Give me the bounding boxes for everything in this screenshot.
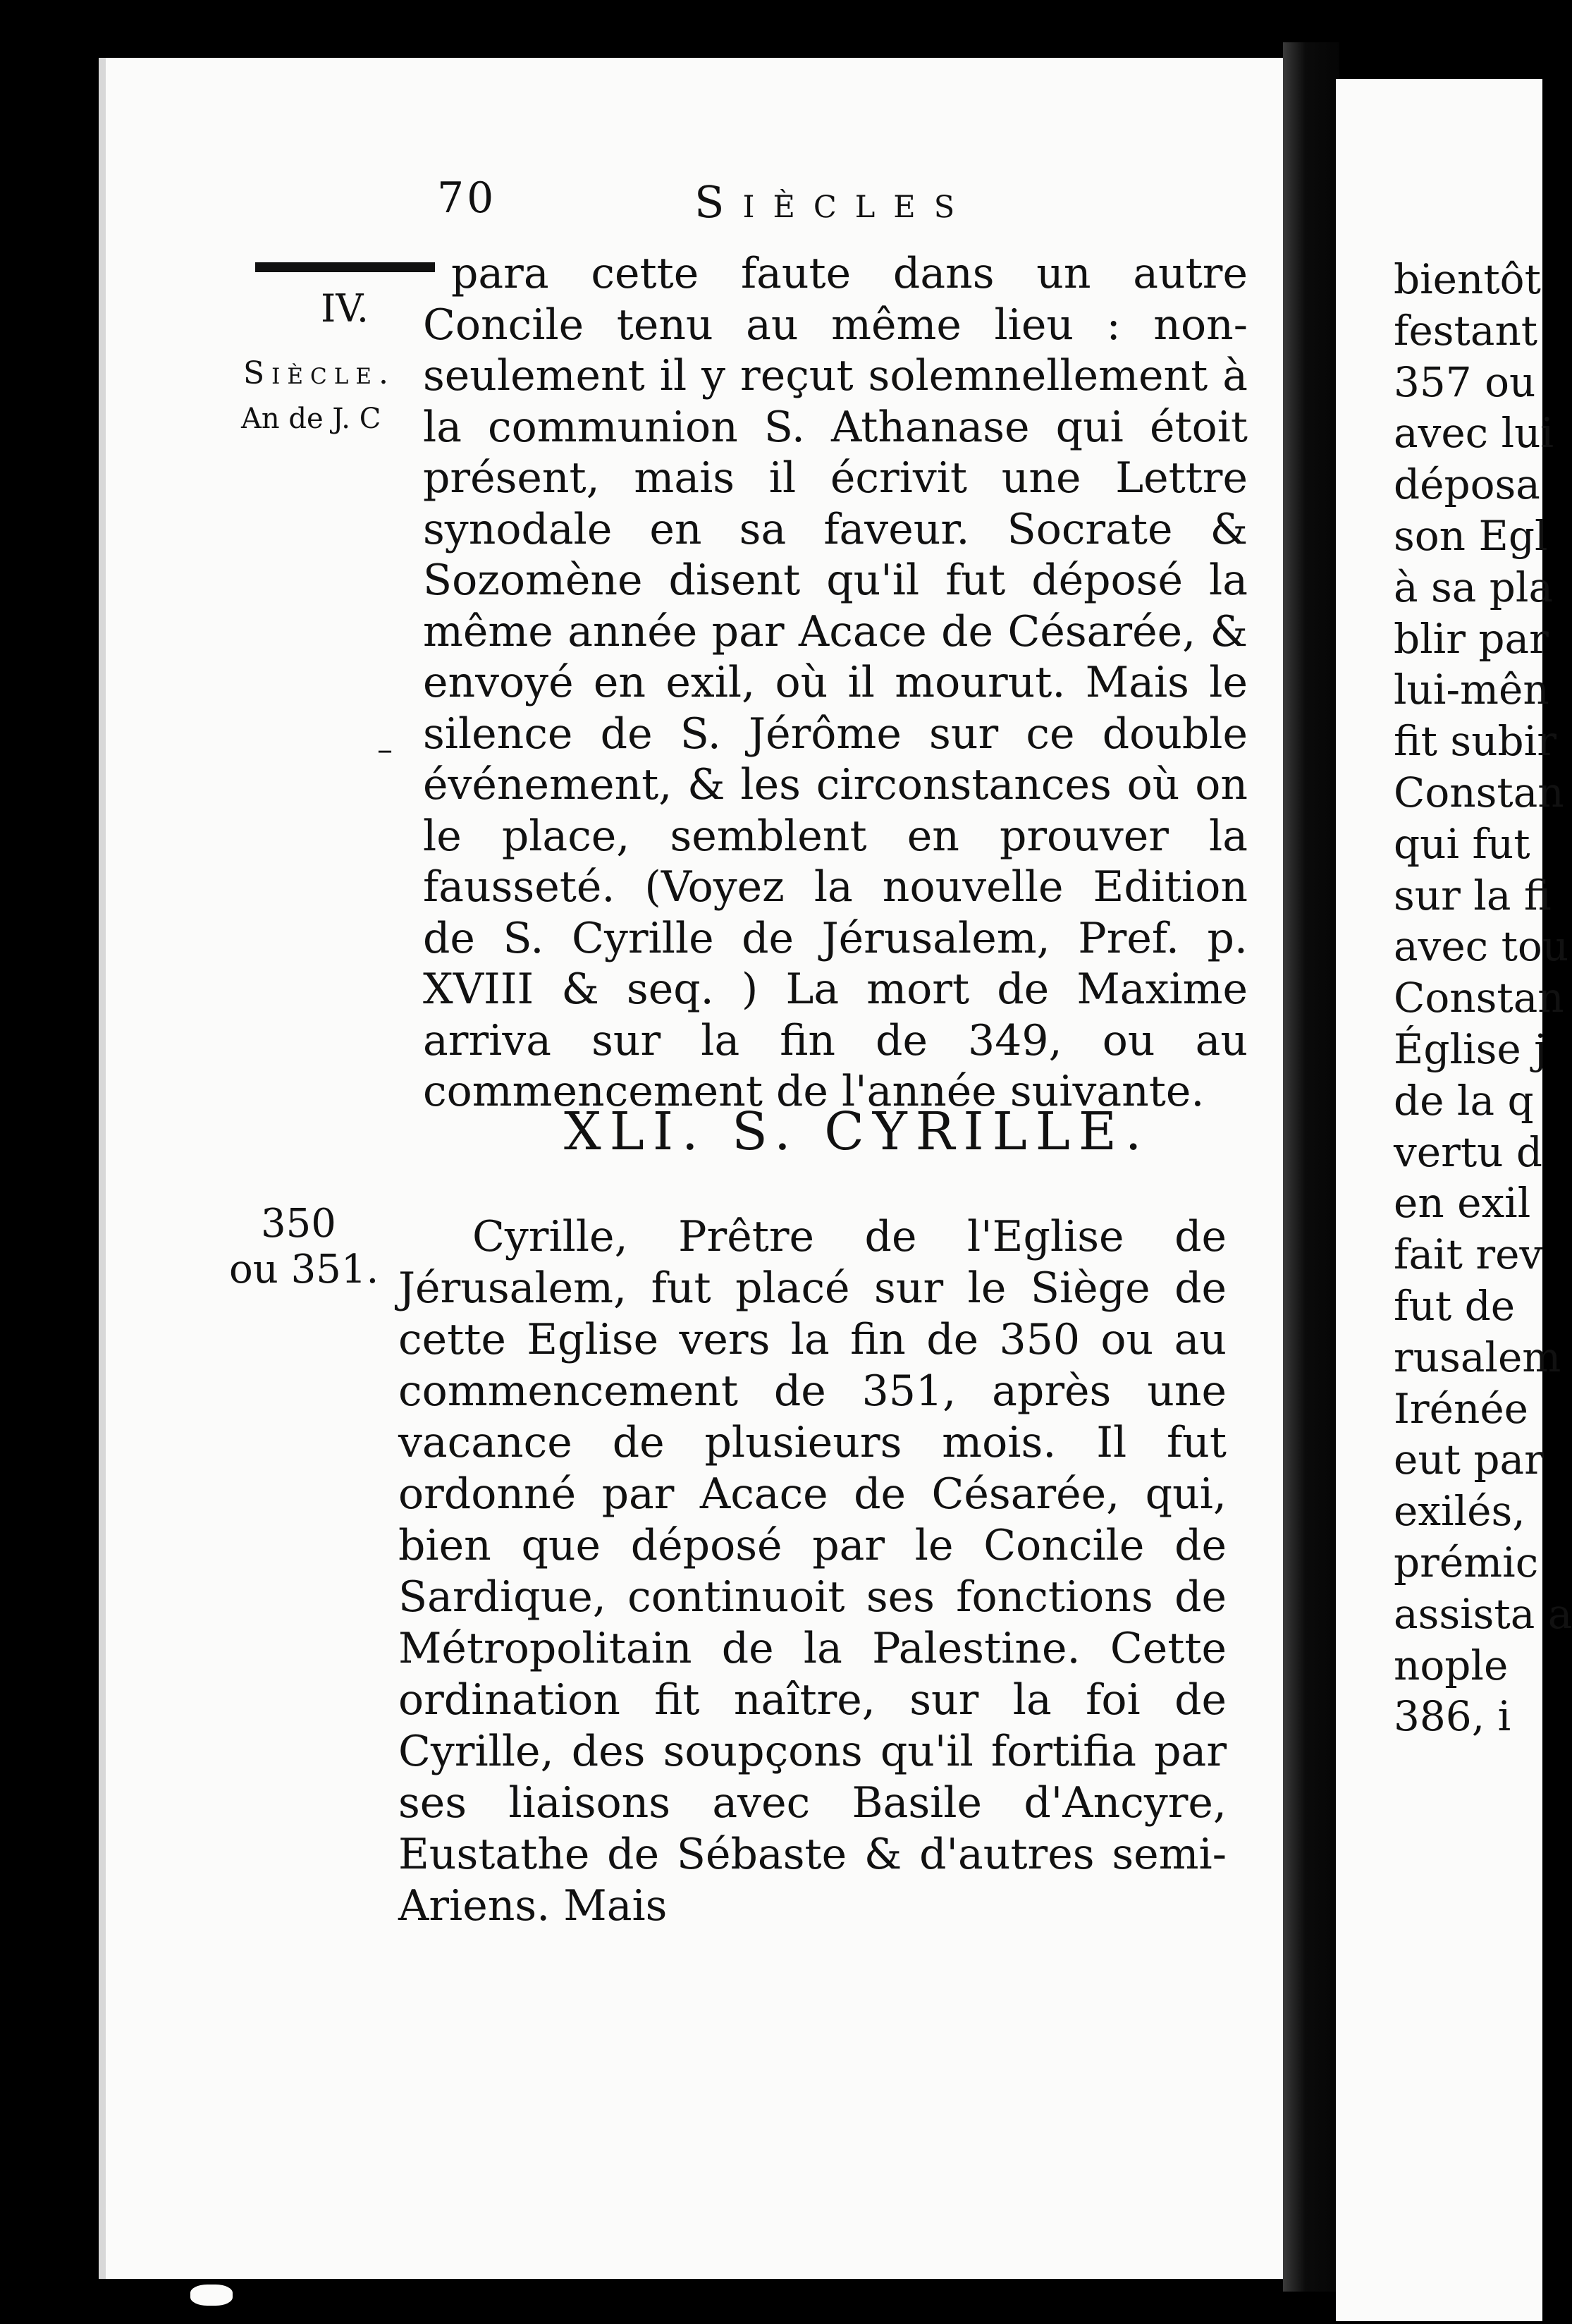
right-page-line: fut de	[1394, 1281, 1516, 1330]
right-page-line: fait rev	[1394, 1230, 1543, 1279]
margin-year-351: ou 351.	[229, 1247, 379, 1292]
right-page-line: festant	[1394, 306, 1538, 355]
margin-dash: –	[377, 732, 393, 768]
right-page-line: de la q	[1394, 1076, 1534, 1125]
right-page-line: avec tou	[1394, 922, 1569, 971]
right-page-line: exilés,	[1394, 1487, 1525, 1536]
right-page-line: nople	[1394, 1641, 1509, 1689]
book-gutter	[1283, 42, 1339, 2292]
running-title: Siècles	[694, 176, 974, 228]
right-page-text	[1394, 254, 1572, 1742]
right-page-line: assista a	[1394, 1589, 1572, 1638]
margin-siecle: Siècle.	[243, 355, 395, 391]
right-page-line: qui fut	[1394, 819, 1530, 868]
right-page-line: déposa	[1394, 460, 1540, 509]
page-number: 70	[437, 173, 497, 223]
right-page	[1336, 79, 1572, 2321]
right-page-line: fit subir	[1394, 717, 1556, 766]
right-page-line: à sa pla	[1394, 563, 1554, 611]
right-page-line: lui-mên	[1394, 666, 1549, 714]
right-page-line: prémic	[1394, 1538, 1539, 1586]
paper-speck	[190, 2285, 233, 2306]
right-page-line: Constan	[1394, 974, 1564, 1022]
right-page-line: Irénée	[1394, 1384, 1528, 1433]
right-page-line: avec lui	[1394, 409, 1554, 458]
paragraph-maxime: para cette faute dans un autre Concile tenu au même lieu : non-seulement il y reçut solemnellement à la communion S. Athanase qui étoit présent, mais il écrivit une Lettre synodale en sa faveur. Socrate & Sozomène disent qu'il fut déposé la même année par Acace de Césarée, & envoyé en exil, où il mourut. Mais le silence de S. Jérôme sur ce double événement, & les circonstances où on le place, semblent en prouver la fausseté. (Voyez la nouvelle Edition de S. Cyrille de Jérusalem, Pref. p. XVIII & seq. ) La mort de Maxime arriva sur la fin de 349, ou au commencement de l'année suivante.	[423, 249, 1248, 1116]
section-heading: XLI. S. CYRILLE.	[564, 1101, 1150, 1162]
right-page-line: blir par	[1394, 614, 1549, 663]
ornamental-rule	[255, 262, 435, 272]
right-page-line: eut par	[1394, 1436, 1544, 1484]
margin-year-350: 350	[261, 1201, 336, 1247]
right-page-line: Église j	[1394, 1025, 1547, 1073]
right-page-line: bientôt	[1394, 255, 1541, 303]
right-page-line: rusalem	[1394, 1333, 1561, 1381]
right-page-line: 357 ou	[1394, 357, 1536, 406]
right-page-line: en exil	[1394, 1179, 1531, 1228]
margin-an-de-jc: An de J. C	[241, 403, 381, 435]
paragraph-cyrille: Cyrille, Prêtre de l'Eglise de Jérusalem, fut placé sur le Siège de cette Eglise vers la fin de 350 ou au commencement de 351, après une vacance de plusieurs mois. Il fut ordonné par Acace de Césarée, qui, bien que déposé par le Concile de Sardique, continuoit ses fonctions de Métropolitain de la Palestine. Cette ordination fit naître, sur la foi de Cyrille, des soupçons qu'il fortifia par ses liaisons avec Basile d'Ancyre, Eustathe de Sébaste & d'autres semi-Ariens. Mais	[398, 1212, 1227, 1931]
right-page-line: vertu d	[1394, 1127, 1543, 1176]
right-page-line: sur la fi	[1394, 871, 1552, 919]
right-page-line: Constan	[1394, 768, 1564, 817]
right-page-line: son Egl	[1394, 511, 1548, 560]
margin-century: IV.	[321, 286, 369, 331]
right-page-line: 386, i	[1394, 1692, 1511, 1741]
